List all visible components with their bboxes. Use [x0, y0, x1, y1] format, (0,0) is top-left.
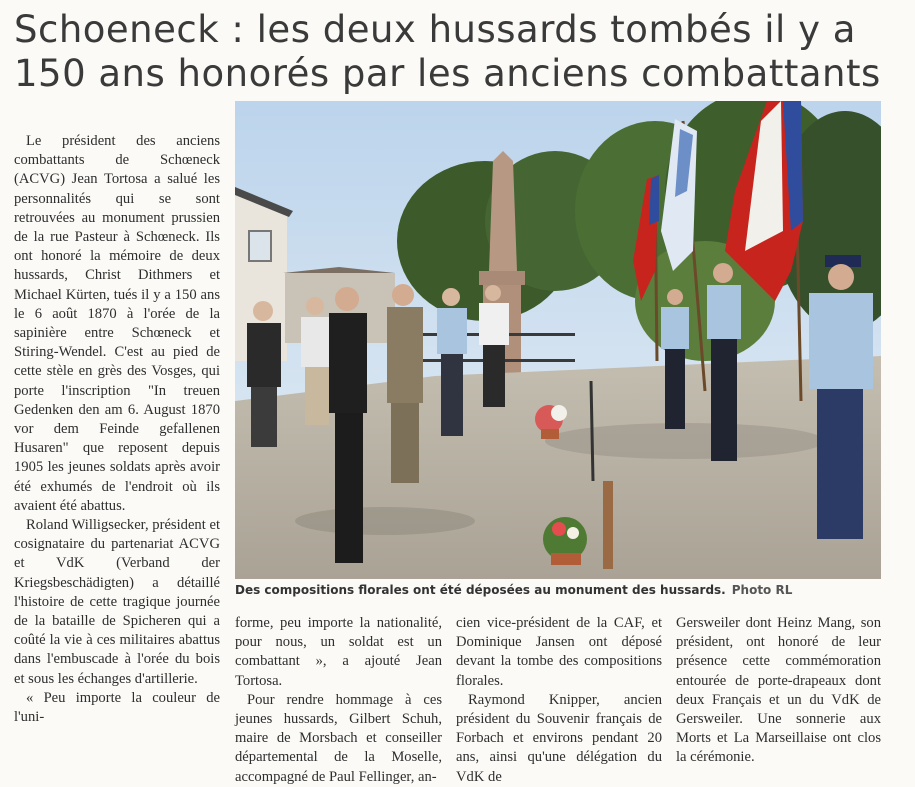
paragraph: forme, peu importe la nationalité, pour nous, un soldat est un combattant », a ajouté Jean Tortosa. — [235, 615, 442, 689]
article-column-1 — [14, 132, 220, 727]
paragraph: « Peu importe la couleur de l'uni- — [14, 689, 220, 726]
paragraph: cien vice-président de la CAF, et Dominique Jansen ont déposé devant la tombe des compositions florales. — [456, 615, 662, 689]
article-column-2 — [235, 614, 442, 787]
headline — [14, 8, 904, 96]
paragraph: Gersweiler dont Heinz Mang, son président, ont honoré de leur présence cette commémoration entourée de porte-drapeaux dont deux Français et un du VdK de Gersweiler. Une sonnerie aux Morts et La Marseillaise ont clos la cérémonie. — [676, 615, 881, 766]
article-photo — [235, 101, 881, 579]
article-column-3 — [456, 614, 662, 787]
photo-credit: Photo RL — [731, 583, 793, 597]
caption-text: Des compositions florales ont été déposées au monument des hussards. — [235, 583, 726, 597]
article-column-4 — [676, 614, 881, 768]
paragraph: Raymond Knipper, ancien président du Souvenir français de Forbach et environs pendant 20 ans, ainsi qu'une délégation du VdK de — [456, 691, 662, 785]
paragraph: Roland Willigsecker, président et cosignataire du partenariat ACVG et VdK (Verband der Kriegsbeschädigten) a détaillé l'histoire de cette tragique journée de la bataille de Spicheren qui a coûté la vie à ces militaires abattus dans l'embuscade à l'orée du bois et sous les échanges d'artillerie. — [14, 517, 220, 687]
headline-line-2: 150 ans honorés par les anciens combattants — [14, 52, 881, 95]
paragraph: Le président des anciens combattants de Schœneck (ACVG) Jean Tortosa a salué les personnalités qui se sont retrouvées au monument prussien de la rue Pasteur à Schœneck. Ils ont honoré la mémoire de deux hussards, Christ Dithmers et Michael Kürten, tués il y a 150 ans le 6 août 1870 à l'orée de la sapinière entre Schœneck et Stiring-Wendel. C'est au pied de cette stèle en grès des Vosges, qui porte l'inscription "In treuen Gedenken den am 6. August 1870 vor dem Feinde gefallenen Husaren" que reposent depuis 1905 les jeunes soldats après avoir été exhumés de l'endroit où ils avaient été abattus. — [14, 133, 220, 514]
paragraph: Pour rendre hommage à ces jeunes hussards, Gilbert Schuh, maire de Morsbach et conseiller départemental de la Moselle, accompagné de Paul Fellinger, an- — [235, 691, 442, 785]
headline-line-1: Schoeneck : les deux hussards tombés il y a — [14, 8, 856, 51]
photo-caption — [235, 582, 881, 598]
